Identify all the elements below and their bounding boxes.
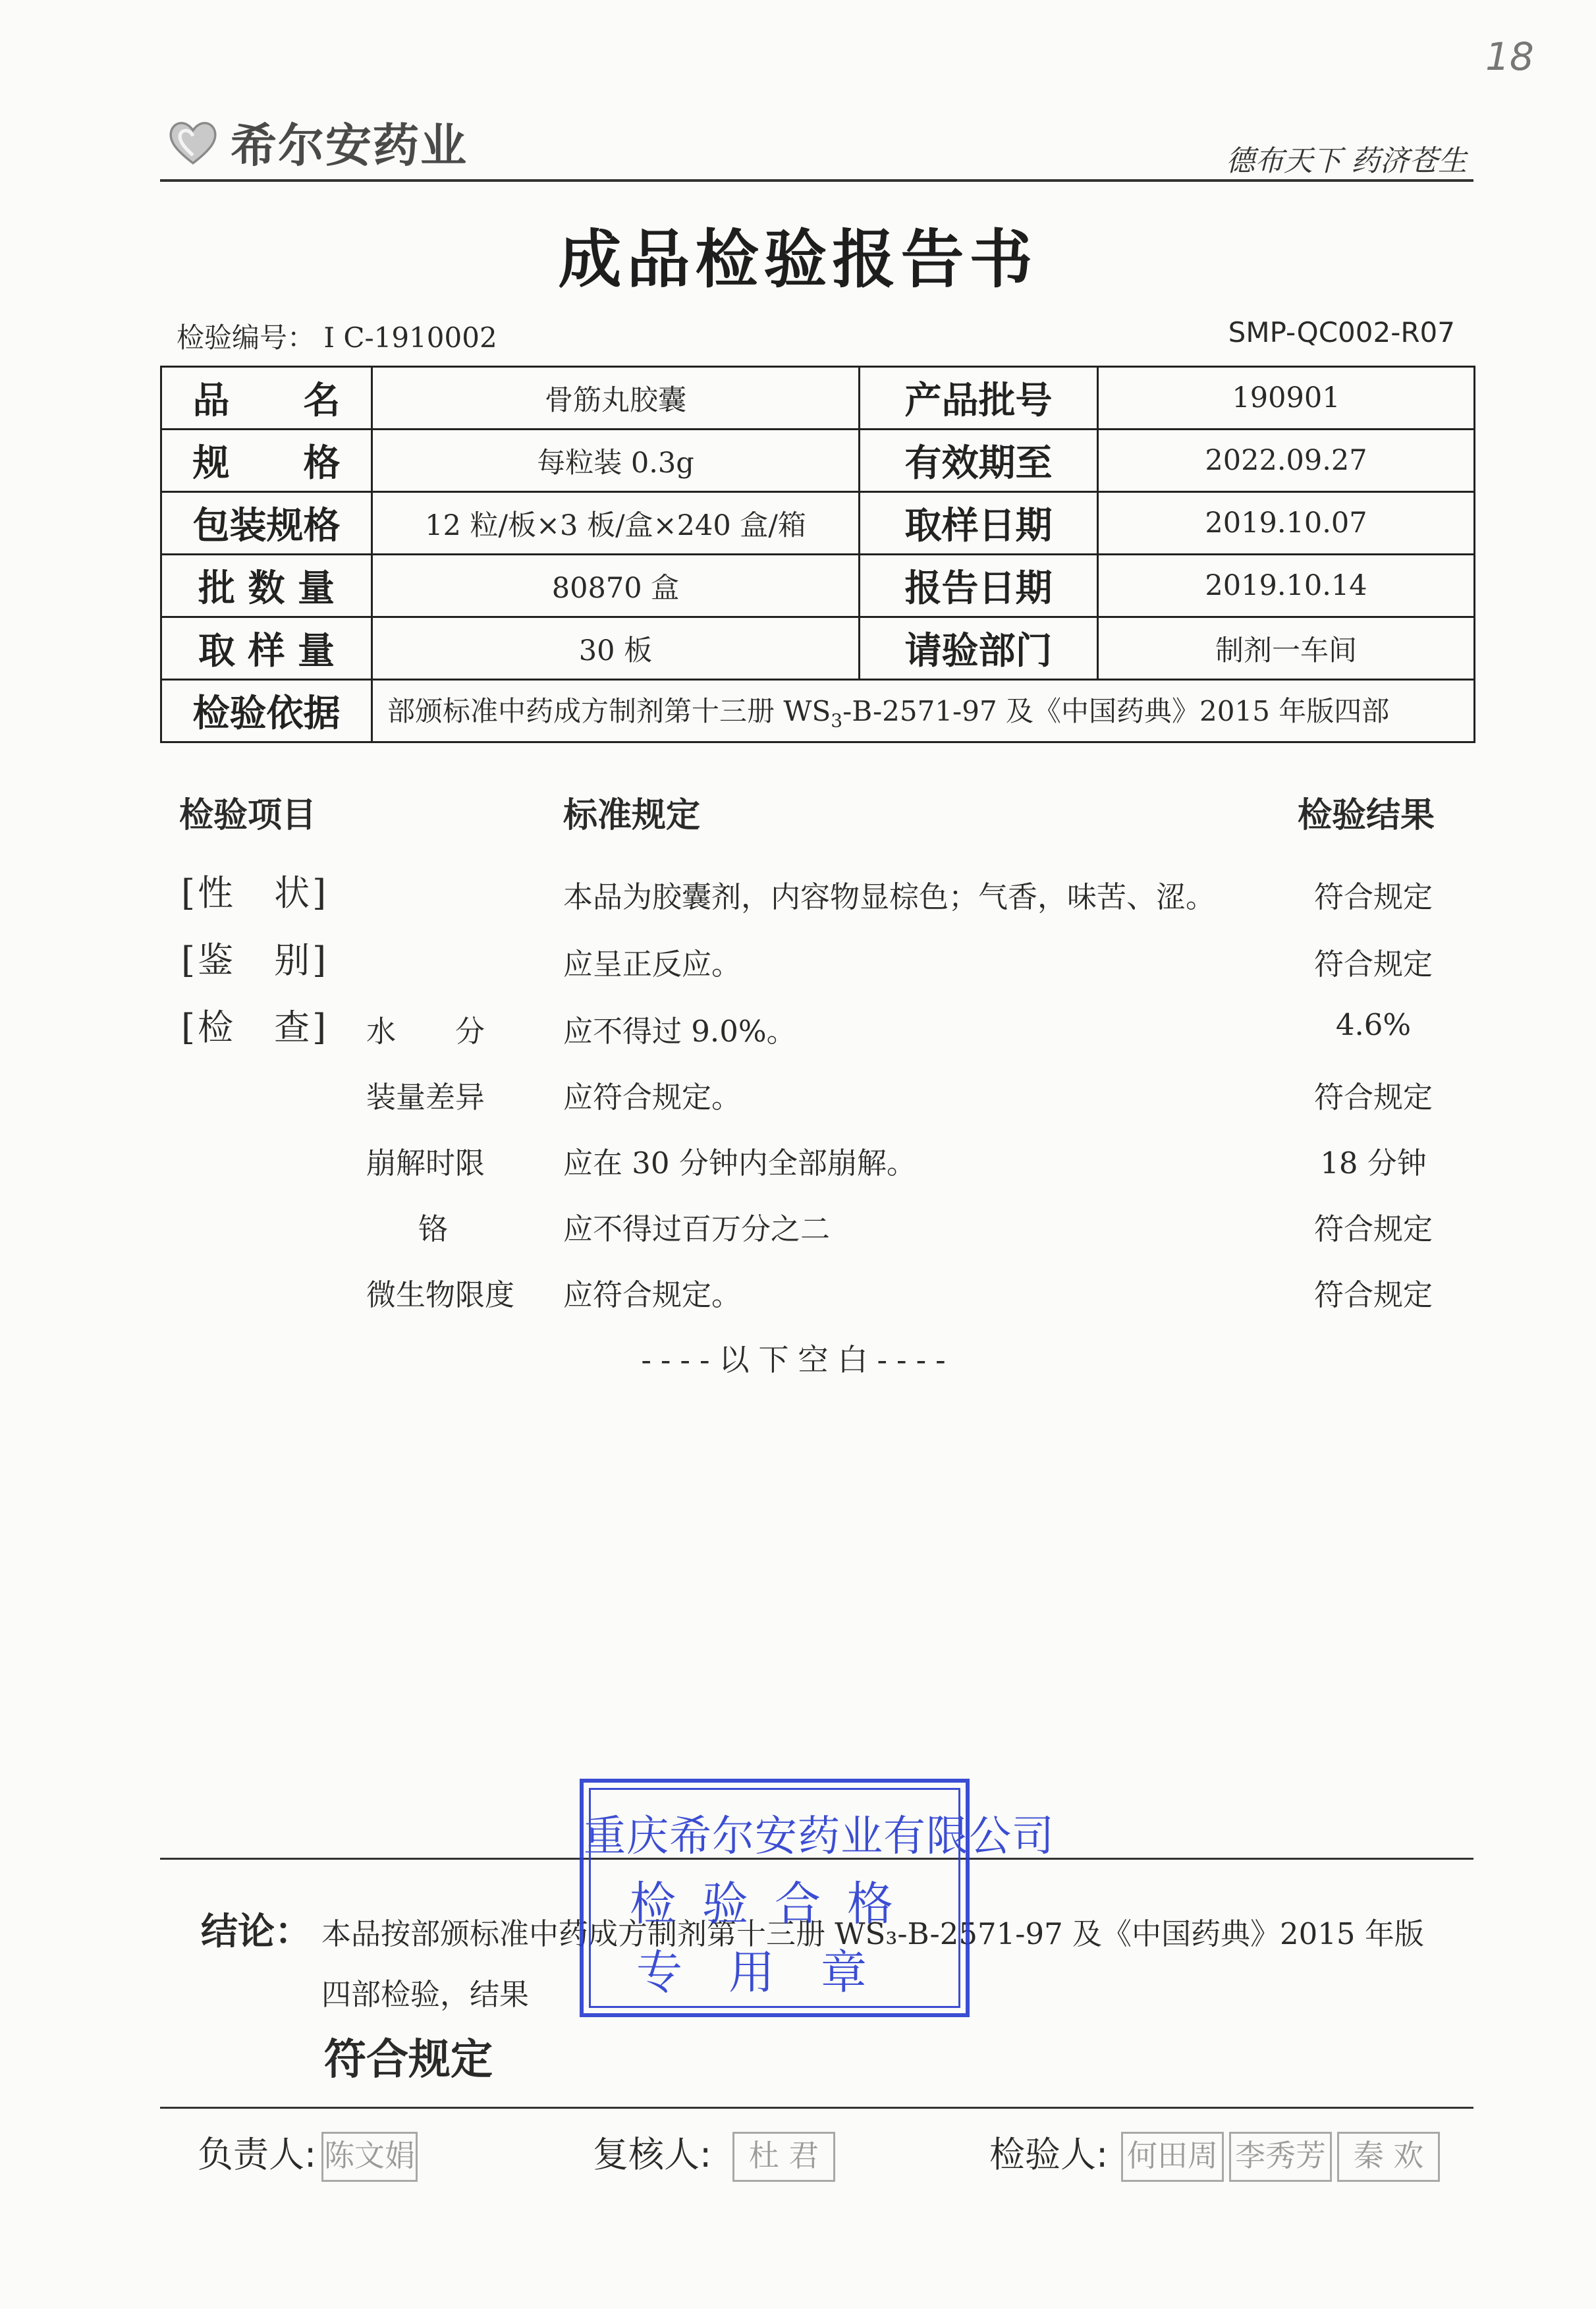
blank-below-marker: ----以下空白---- bbox=[641, 1342, 955, 1377]
product-name-value: 骨筋丸胶囊 bbox=[372, 367, 860, 430]
table-row bbox=[161, 680, 1475, 742]
table-row bbox=[161, 617, 1475, 680]
batch-quantity-value: 80870 盒 bbox=[372, 555, 860, 617]
header-divider bbox=[160, 179, 1473, 182]
inspector-label: 检验人: bbox=[989, 2134, 1109, 2175]
packaging-label: 包装规格 bbox=[161, 492, 372, 555]
test-item: 微生物限度 bbox=[366, 1277, 515, 1312]
test-standard: 应不得过百万分之二 bbox=[563, 1211, 831, 1246]
test-standard: 应呈正反应。 bbox=[563, 947, 742, 982]
handwritten-page-mark: 18 bbox=[1485, 34, 1534, 79]
document-code: SMP-QC002-R07 bbox=[1228, 316, 1455, 348]
basis-label: 检验依据 bbox=[161, 680, 372, 742]
column-header-standard: 标准规定 bbox=[563, 796, 701, 835]
table-row bbox=[161, 430, 1475, 492]
column-header-result: 检验结果 bbox=[1298, 796, 1435, 835]
department-label: 请验部门 bbox=[860, 617, 1098, 680]
test-result: 符合规定 bbox=[1313, 947, 1433, 982]
inspector-name-stamp: 秦 欢 bbox=[1337, 2132, 1440, 2182]
inspector-name-stamp: 何田周 bbox=[1121, 2132, 1224, 2182]
test-result: 4.6% bbox=[1335, 1007, 1412, 1042]
packaging-value: 12 粒/板×3 板/盒×240 盒/箱 bbox=[372, 492, 860, 555]
responsible-name-stamp: 陈文娟 bbox=[321, 2132, 418, 2182]
test-standard: 应符合规定。 bbox=[563, 1277, 742, 1312]
test-result: 18 分钟 bbox=[1320, 1146, 1427, 1181]
test-result: 符合规定 bbox=[1313, 879, 1433, 914]
product-name-label: 品 名 bbox=[161, 367, 372, 430]
test-item: 水 分 bbox=[366, 1014, 485, 1049]
sampling-date-label: 取样日期 bbox=[860, 492, 1098, 555]
signature-divider bbox=[160, 2107, 1473, 2109]
report-number-label: 检验编号： bbox=[177, 321, 316, 354]
test-category: [鉴 别] bbox=[181, 939, 329, 981]
test-standard: 应不得过 9.0%。 bbox=[563, 1014, 796, 1049]
test-result: 符合规定 bbox=[1313, 1277, 1433, 1312]
responsible-label: 负责人: bbox=[198, 2134, 317, 2175]
report-date-label: 报告日期 bbox=[860, 555, 1098, 617]
table-row bbox=[161, 367, 1475, 430]
report-date-value: 2019.10.14 bbox=[1098, 555, 1475, 617]
inspector-name-stamp: 李秀芳 bbox=[1229, 2132, 1332, 2182]
reviewer-name-stamp: 杜 君 bbox=[732, 2132, 835, 2182]
table-row bbox=[161, 492, 1475, 555]
table-row bbox=[161, 555, 1475, 617]
test-item: 崩解时限 bbox=[366, 1146, 485, 1181]
expiry-label: 有效期至 bbox=[860, 430, 1098, 492]
test-category: [检 查] bbox=[181, 1007, 329, 1048]
batch-number-label: 产品批号 bbox=[860, 367, 1098, 430]
batch-number-value: 190901 bbox=[1098, 367, 1475, 430]
basis-text-post: -B-2571-97 及《中国药典》2015 年版四部 bbox=[842, 695, 1390, 728]
company-logo bbox=[165, 105, 507, 178]
column-header-item: 检验项目 bbox=[179, 796, 317, 835]
basis-value bbox=[372, 680, 1475, 742]
report-number bbox=[177, 316, 497, 356]
test-item: 铬 bbox=[418, 1211, 449, 1246]
reviewer-label: 复核人: bbox=[593, 2134, 712, 2175]
heart-logo-icon bbox=[165, 113, 221, 170]
sampling-date-value: 2019.10.07 bbox=[1098, 492, 1475, 555]
test-standard: 本品为胶囊剂，内容物显棕色；气香，味苦、涩。 bbox=[563, 879, 1216, 914]
conclusion-line-2: 四部检验，结果 bbox=[321, 1977, 530, 2012]
sample-quantity-value: 30 板 bbox=[372, 617, 860, 680]
test-standard: 应符合规定。 bbox=[563, 1080, 742, 1115]
page-title: 成品检验报告书 bbox=[558, 223, 1038, 296]
seal-line-qualified: 检验合格 bbox=[630, 1877, 920, 1931]
conclusion-result: 符合规定 bbox=[324, 2036, 493, 2084]
test-item: 装量差异 bbox=[366, 1080, 485, 1115]
spec-label: 规 格 bbox=[161, 430, 372, 492]
spec-value: 每粒装 0.3g bbox=[372, 430, 860, 492]
conclusion-label: 结论： bbox=[201, 1910, 312, 1953]
department-value: 制剂一车间 bbox=[1098, 617, 1475, 680]
report-number-value: I C-1910002 bbox=[323, 321, 497, 354]
test-result: 符合规定 bbox=[1313, 1211, 1433, 1246]
product-info-table bbox=[160, 366, 1475, 743]
company-logo-text: 希尔安药业 bbox=[231, 118, 468, 173]
test-standard: 应在 30 分钟内全部崩解。 bbox=[563, 1146, 916, 1181]
test-result: 符合规定 bbox=[1313, 1080, 1433, 1115]
expiry-value: 2022.09.27 bbox=[1098, 430, 1475, 492]
batch-quantity-label: 批 数 量 bbox=[161, 555, 372, 617]
company-motto: 德布天下 药济苍生 bbox=[1226, 144, 1467, 178]
seal-line-special: 专用章 bbox=[636, 1945, 913, 1999]
conclusion-line-1: 本品按部颁标准中药成方制剂第十三册 WS₃-B-2571-97 及《中国药典》2015 年版 bbox=[321, 1916, 1424, 1951]
seal-company-name: 重庆希尔安药业有限公司 bbox=[584, 1812, 1055, 1861]
inspection-seal-stamp bbox=[580, 1779, 1055, 2017]
basis-text-pre: 部颁标准中药成方制剂第十三册 WS bbox=[387, 695, 831, 728]
basis-text-subscript: 3 bbox=[831, 709, 843, 732]
test-category: [性 状] bbox=[181, 872, 329, 914]
sample-quantity-label: 取 样 量 bbox=[161, 617, 372, 680]
